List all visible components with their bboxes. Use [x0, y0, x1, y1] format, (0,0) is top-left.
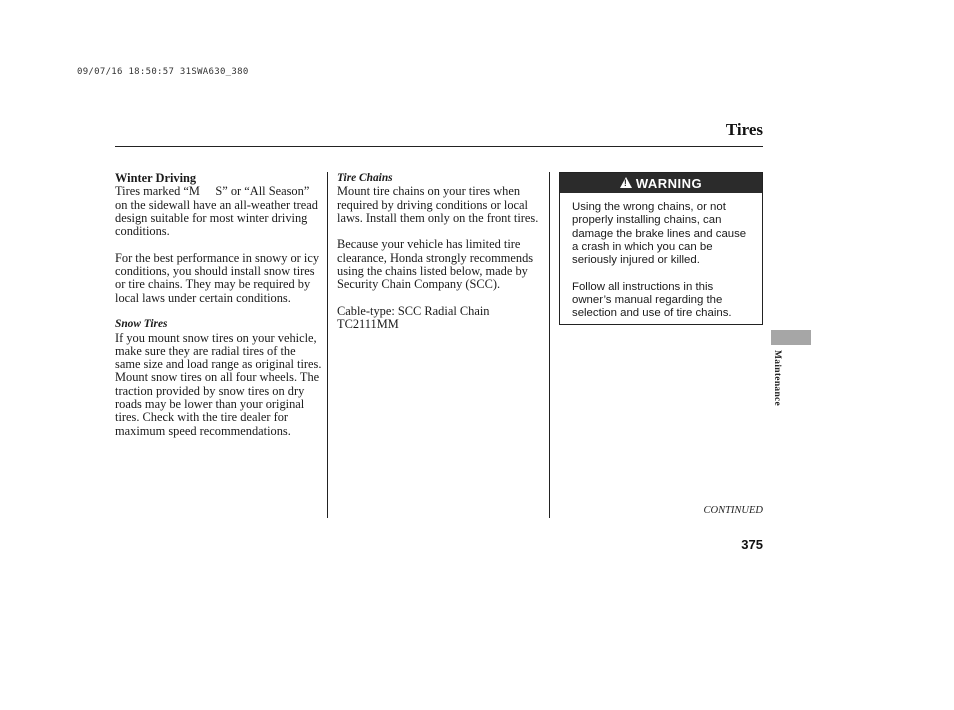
- page-number: 375: [741, 537, 763, 552]
- section-label-maintenance: Maintenance: [772, 350, 782, 407]
- paragraph-snow-tires: If you mount snow tires on your vehicle, make sure they are radial tires of the same size and load range as original tires. Mount snow tires on all four wheels. The traction provided by snow tires on dry roads may be lower than your original tires. Check with the tire dealer for maximum speed recommendations.: [115, 330, 322, 438]
- section-heading-winter-driving: Winter Driving: [115, 171, 197, 185]
- paragraph-cable-type: [337, 305, 545, 332]
- section-tab-marker: [771, 330, 811, 345]
- column-divider-left: [327, 172, 328, 518]
- warning-triangle-icon: [620, 177, 632, 188]
- cable-model-line: TC2111MM: [337, 317, 399, 332]
- paragraph-mount-chains: Mount tire chains on your tires when required by driving conditions or local laws. Install them only on the front tires.: [337, 184, 539, 225]
- continued-label: CONTINUED: [703, 505, 763, 516]
- subheading-snow-tires: Snow Tires: [115, 318, 168, 331]
- title-divider: [115, 146, 763, 147]
- column-winter-driving: [115, 172, 323, 438]
- warning-box: [559, 172, 763, 325]
- print-stamp: 09/07/16 18:50:57 31SWA630_380: [77, 67, 249, 77]
- page-title: Tires: [725, 120, 763, 139]
- warning-body: [560, 193, 762, 321]
- subheading-tire-chains: Tire Chains: [337, 172, 393, 184]
- paragraph-limited-clearance: Because your vehicle has limited tire clearance, Honda strongly recommends using the chains listed below, made by Security Chain Company (SCC).: [337, 237, 534, 292]
- warning-paragraph-wrong-chains: Using the wrong chains, or not properly installing chains, can damage the brake lines and cause a crash in which you can be seriously injured or killed.: [572, 201, 747, 267]
- warning-paragraph-follow-instructions: Follow all instructions in this owner’s manual regarding the selection and use of tire chains.: [572, 280, 732, 320]
- column-divider-right: [549, 172, 550, 518]
- paragraph-best-performance: For the best performance in snowy or icy conditions, you should install snow tires or tire chains. They may be required by local laws under certain conditions.: [115, 250, 320, 305]
- column-tire-chains: [337, 172, 545, 332]
- warning-label: WARNING: [635, 175, 703, 191]
- warning-header: [560, 173, 762, 193]
- cable-type-line: Cable-type: SCC Radial Chain: [337, 303, 490, 318]
- paragraph-ms-tires: Tires marked “M S” or “All Season” on the sidewall have an all-weather tread design suitable for most winter driving conditions.: [115, 184, 318, 239]
